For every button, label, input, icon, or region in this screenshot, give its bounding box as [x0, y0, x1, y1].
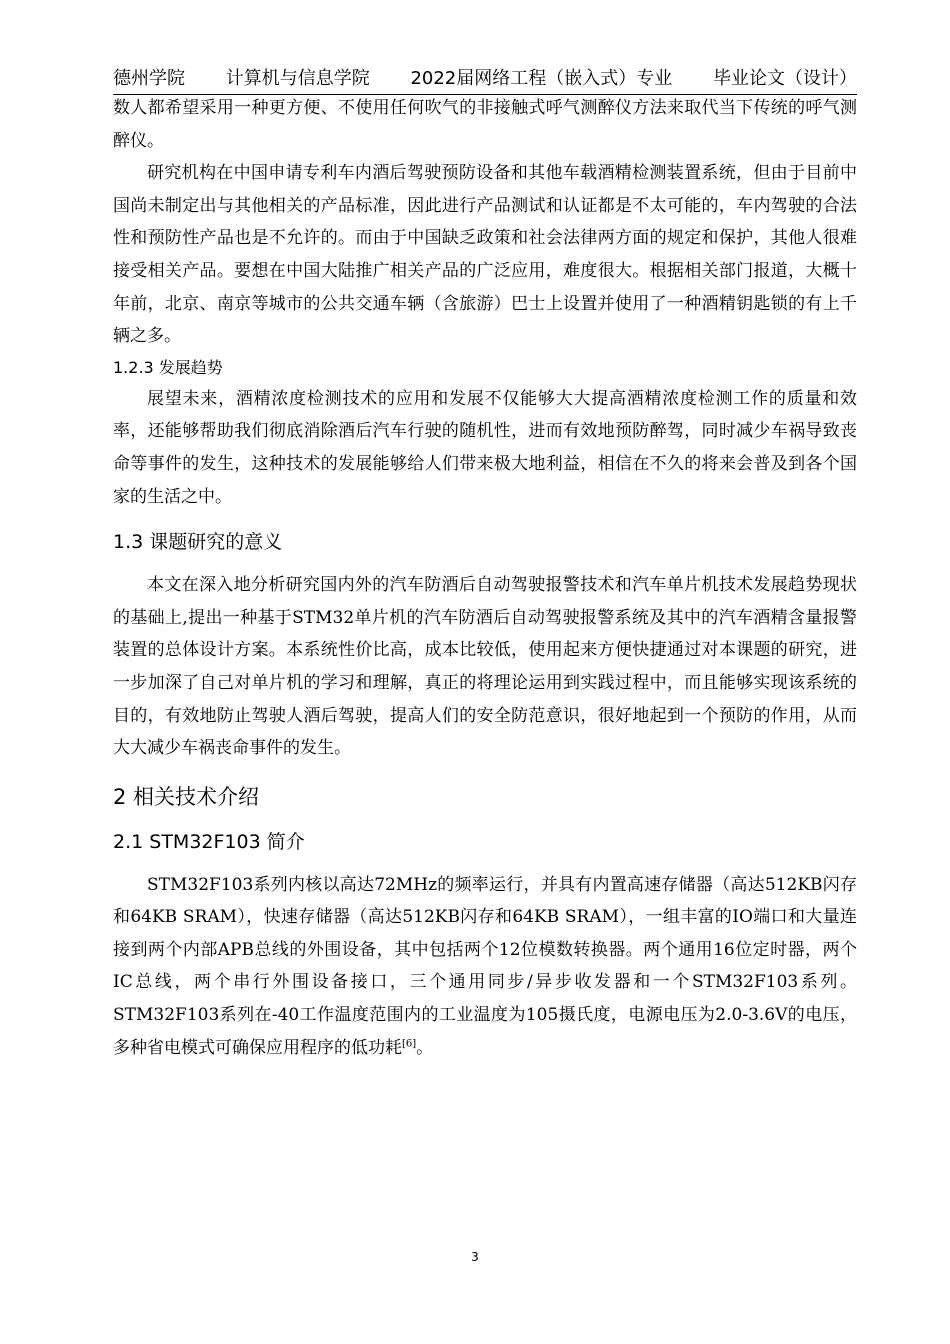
- heading-1-3: 1.3 课题研究的意义: [113, 531, 283, 554]
- paragraph-stm32-intro: [113, 869, 857, 1065]
- citation-marker: [6]: [402, 1038, 417, 1049]
- stm32-intro-end: 。: [416, 1037, 434, 1058]
- heading-1-2-3: 1.2.3 发展趋势: [113, 357, 223, 377]
- heading-2: 2 相关技术介绍: [113, 784, 260, 809]
- header-college: 计算机与信息学院: [225, 68, 370, 89]
- header-university: 德州学院: [113, 68, 185, 89]
- header-major: 2022届网络工程（嵌入式）专业: [410, 68, 673, 89]
- header-doc-type: 毕业论文（设计）: [712, 68, 857, 89]
- paragraph-continuation: 数人都希望采用一种更方便、不使用任何吹气的非接触式呼气测醉仪方法来取代当下传统的呼气测醉仪。: [113, 98, 857, 151]
- stm32-intro-text: STM32F103系列内核以高达72MHz的频率运行，并具有内置高速存储器（高达512KB闪存和64KB SRAM），快速存储器（高达512KB闪存和64KB SRAM），一组丰富的IO端口和大量连接到两个内部APB总线的外围设备，其中包括两个12位模数转换器。两个通用16位定时器，两个IC总线，两个串行外围设备接口，三个通用同步/异步收发器和一个STM32F103系列。STM32F103系列在-40工作温度范围内的工业温度为105摄氏度，电源电压为2.0-3.6V的电压，多种省电模式可确保应用程序的低功耗: [113, 874, 857, 1058]
- paragraph-patent-research: 研究机构在中国申请专利车内酒后驾驶预防设备和其他车载酒精检测装置系统，但由于目前中国尚未制定出与其他相关的产品标准，因此进行产品测试和认证都是不太可能的，车内驾驶的合法性和预防性产品也是不允许的。而由于中国缺乏政策和社会法律两方面的规定和保护，其他人很难接受相关产品。要想在中国大陆推广相关产品的广泛应用，难度很大。根据相关部门报道，大概十年前，北京、南京等城市的公共交通车辆（含旅游）巴士上设置并使用了一种酒精钥匙锁的有上千辆之多。: [113, 163, 857, 347]
- page-number: 3: [471, 1250, 479, 1264]
- page-body: [113, 92, 857, 1064]
- paragraph-development-trend: 展望未来，酒精浓度检测技术的应用和发展不仅能够大大提高酒精浓度检测工作的质量和效率，还能够帮助我们彻底消除酒后汽车行驶的随机性，进而有效地预防醉驾，同时减少车祸导致丧命等事件的发生，这种技术的发展能够给人们带来极大地利益，相信在不久的将来会普及到各个国家的生活之中。: [113, 388, 857, 507]
- heading-2-1: 2.1 STM32F103 简介: [113, 830, 305, 853]
- paragraph-research-significance: 本文在深入地分析研究国内外的汽车防酒后自动驾驶报警技术和汽车单片机技术发展趋势现状的基础上,提出一种基于STM32单片机的汽车防酒后自动驾驶报警系统及其中的汽车酒精含量报警装置的总体设计方案。本系统性价比高，成本比较低，使用起来方便快捷通过对本课题的研究，进一步加深了自己对单片机的学习和理解，真正的将理论运用到实践过程中，而且能够实现该系统的目的，有效地防止驾驶人酒后驾驶，提高人们的安全防范意识，很好地起到一个预防的作用，从而大大减少车祸丧命事件的发生。: [113, 575, 857, 759]
- page-header: [113, 66, 857, 95]
